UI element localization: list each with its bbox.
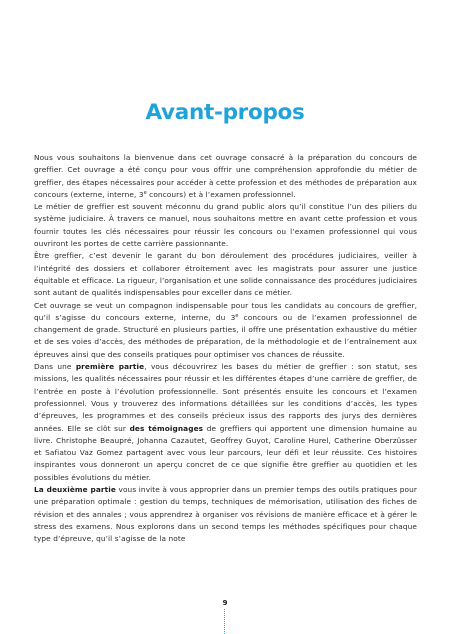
page-number: 9	[222, 599, 228, 607]
dotted-line-decoration	[224, 609, 225, 634]
paragraph-intro: Nous vous souhaitons la bienvenue dans cet ouvrage consacré à la préparation du concours de greffier. Cet ouvrage a été conçu pour vous offrir une compréhension approfondie du métier de greffier, des étapes nécessaires pour accéder à cette profession et des méthodes de préparation aux concours (externe, interne, 3e concours) et à l’examen professionnel.	[34, 153, 417, 199]
paragraph-greffier-role: Être greffier, c’est devenir le garant du bon déroulement des procédures judiciaires, veiller à l’intégrité des dossiers et collaborer étroitement avec les magistrats pour assurer une justice équitable et efficace. La rigueur, l’organisation et une solide connaissance des procédures judiciaires sont autant de qualités indispensables pour exceller dans ce métier.	[34, 251, 417, 298]
paragraph-metier: Le métier de greffier est souvent méconnu du grand public alors qu’il constitue l’un des piliers du système judiciaire. À travers ce manuel, nous souhaitons mettre en avant cette profession et vous fournir toutes les clés nécessaires pour réussir les concours ou l’examen professionnel qui vous ouvriront les portes de cette carrière passionnante.	[34, 202, 417, 249]
body-text	[34, 152, 417, 546]
paragraph-ouvrage: Cet ouvrage se veut un compagnon indispensable pour tous les candidats au concours de greffier, qu’il s’agisse du concours externe, interne, du 3e concours ou de l’examen professionnel de changement de grade. Structuré en plusieurs parties, il offre une présentation exhaustive du métier et de ses voies d’accès, des méthodes de préparation, de la méthodologie et de l’entraînement aux épreuves ainsi que des conseils pratiques pour optimiser vos chances de réussite.	[34, 300, 417, 359]
paragraph-premiere-partie: Dans une première partie, vous découvrirez les bases du métier de greffier : son statut, ses missions, les qualités nécessaires pour réussir et les différentes étapes d’une carrière de greffier, de l’entrée en poste à l’évolution professionnelle. Sont présentés ensuite les concours et l’examen professionnel. Vous y trouverez des informations détaillées sur les conditions d’accès, les types d’épreuves, les programmes et des conseils précieux issus des rapports des jurys des dernières années. Elle se clôt sur des témoignages de greffiers qui apportent une dimension humaine au livre. Christophe Beaupré, Johanna Cazautet, Geoffrey Guyot, Caroline Hurel, Catherine Oberzüsser et Safiatou Vaz Gomez partagent avec vous leur parcours, leur défi et leur réussite. Ces histoires inspirantes vous donneront un aperçu concret de ce que signifie être greffier au quotidien et les possibles évolutions du métier.	[34, 362, 418, 482]
page-title: Avant-propos	[145, 100, 305, 125]
paragraph-deuxieme-partie: La deuxième partie vous invite à vous approprier dans un premier temps des outils pratiques pour une préparation optimale : gestion du temps, techniques de mémorisation, utilisation des fiches de révision et des annales ; vous apprendrez à organiser vos révisions de manière efficace et à gérer le stress des examens. Nous explorons dans un second temps les méthodes spécifiques pour chaque type d’épreuve, qu’il s’agisse de la note	[34, 485, 417, 544]
